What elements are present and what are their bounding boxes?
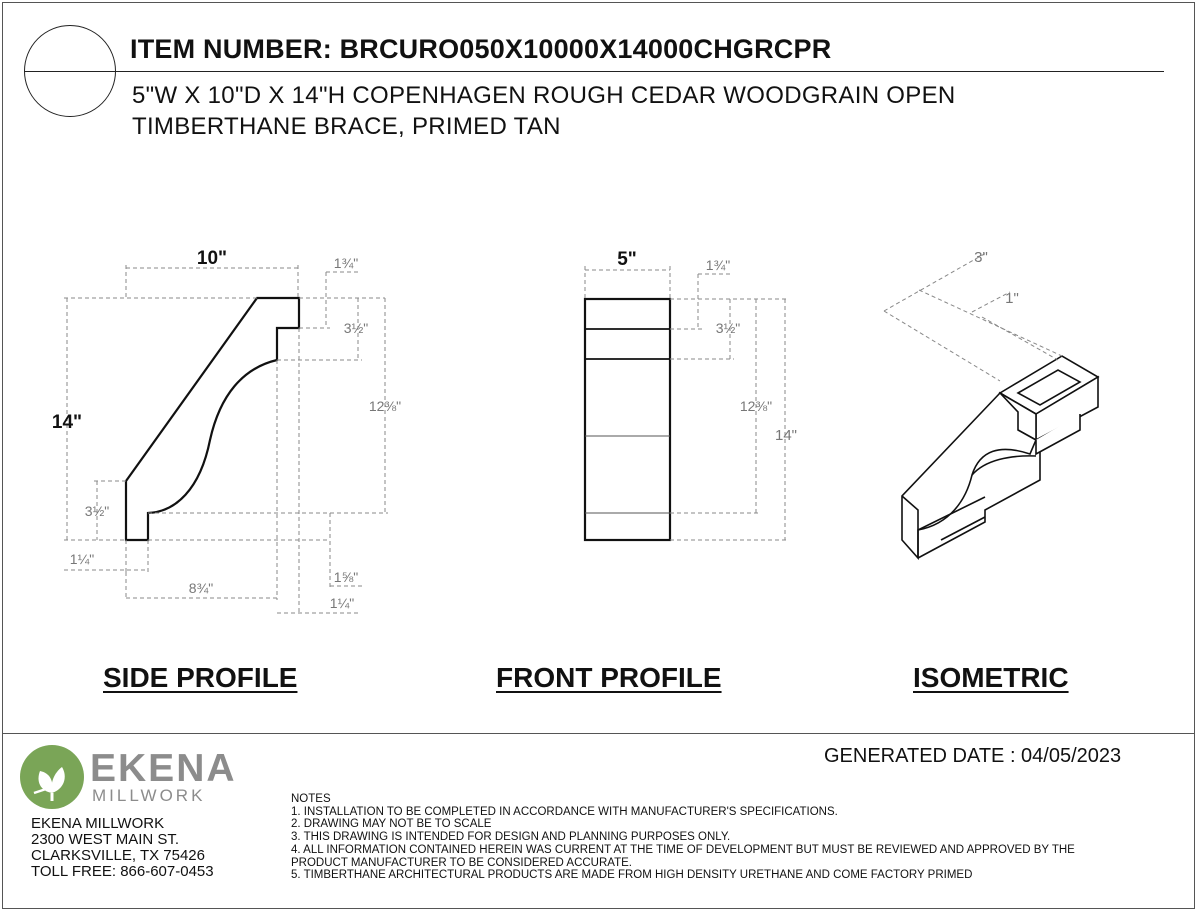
side-profile-title: SIDE PROFILE (103, 662, 298, 693)
front-profile-drawing (585, 249, 797, 540)
front-dim-top-drop: 3½" (715, 320, 741, 336)
iso-dim-inner: 1" (1005, 290, 1019, 307)
side-dim-base-width: 8¾" (188, 580, 214, 596)
front-profile-title: FRONT PROFILE (496, 662, 722, 693)
footer-divider (2, 733, 1195, 734)
note-item: 4. ALL INFORMATION CONTAINED HEREIN WAS CURRENT AT THE TIME OF DEVELOPMENT BUT MUST BE REVIEWED AND APPROVED BY THE (291, 843, 1075, 856)
front-dim-top-step: 1¾" (705, 257, 731, 273)
item-number: ITEM NUMBER: BRCURO050X10000X14000CHGRCPR (130, 34, 832, 64)
front-dim-width: 5" (617, 249, 637, 270)
note-item: 3. THIS DRAWING IS INTENDED FOR DESIGN AND PLANNING PURPOSES ONLY. (291, 831, 731, 844)
logo-wordmark: EKENA (90, 747, 237, 790)
side-dim-right-offset: 1¼" (329, 595, 355, 611)
side-profile-drawing (52, 248, 401, 615)
side-dim-height: 14" (51, 412, 83, 433)
side-dim-right-step: 1⅝" (333, 569, 359, 585)
company-city: CLARKSVILLE, TX 75426 (31, 847, 205, 864)
isometric-drawing (902, 356, 1098, 558)
company-name: EKENA MILLWORK (31, 815, 165, 832)
notes-block (291, 793, 1075, 882)
isometric-title: ISOMETRIC (913, 662, 1069, 693)
front-dim-inner-height: 12⅜" (739, 398, 773, 414)
description-line-1: 5"W X 10"D X 14"H COPENHAGEN ROUGH CEDAR WOODGRAIN OPEN (132, 82, 956, 109)
logo-subtitle: MILLWORK (92, 786, 206, 805)
company-logo (20, 745, 84, 809)
side-dimension-lines (64, 265, 388, 615)
side-profile-outline (126, 298, 299, 540)
leaf-icon (20, 745, 84, 809)
company-address (31, 816, 214, 880)
front-profile-outline (585, 299, 670, 540)
note-item: 1. INSTALLATION TO BE COMPLETED IN ACCORDANCE WITH MANUFACTURER'S SPECIFICATIONS. (291, 805, 838, 818)
note-item: 5. TIMBERTHANE ARCHITECTURAL PRODUCTS ARE MADE FROM HIGH DENSITY URETHANE AND COME FACTORY PRIMED (291, 869, 973, 882)
side-dim-top-drop: 3½" (343, 320, 369, 336)
description-line-2: TIMBERTHANE BRACE, PRIMED TAN (132, 113, 561, 140)
company-phone: TOLL FREE: 866-607-0453 (31, 863, 214, 880)
side-dim-top-step: 1¾" (333, 255, 359, 271)
generated-date: GENERATED DATE : 04/05/2023 (824, 745, 1122, 767)
company-street: 2300 WEST MAIN ST. (31, 831, 180, 848)
iso-dim-outer: 3" (974, 249, 988, 266)
iso-dimension-lines (884, 253, 1062, 381)
notes-title: NOTES (291, 793, 331, 805)
note-item: PRODUCT MANUFACTURER TO BE CONSIDERED ACCURATE. (291, 856, 632, 869)
side-dim-left-offset: 1¼" (69, 551, 95, 567)
note-item: 2. DRAWING MAY NOT BE TO SCALE (291, 818, 492, 831)
side-dim-inner-height: 12⅜" (368, 398, 402, 414)
front-dim-height: 14" (774, 427, 798, 444)
side-dim-bottom-drop: 3½" (84, 503, 110, 519)
side-dim-depth: 10" (196, 248, 228, 269)
